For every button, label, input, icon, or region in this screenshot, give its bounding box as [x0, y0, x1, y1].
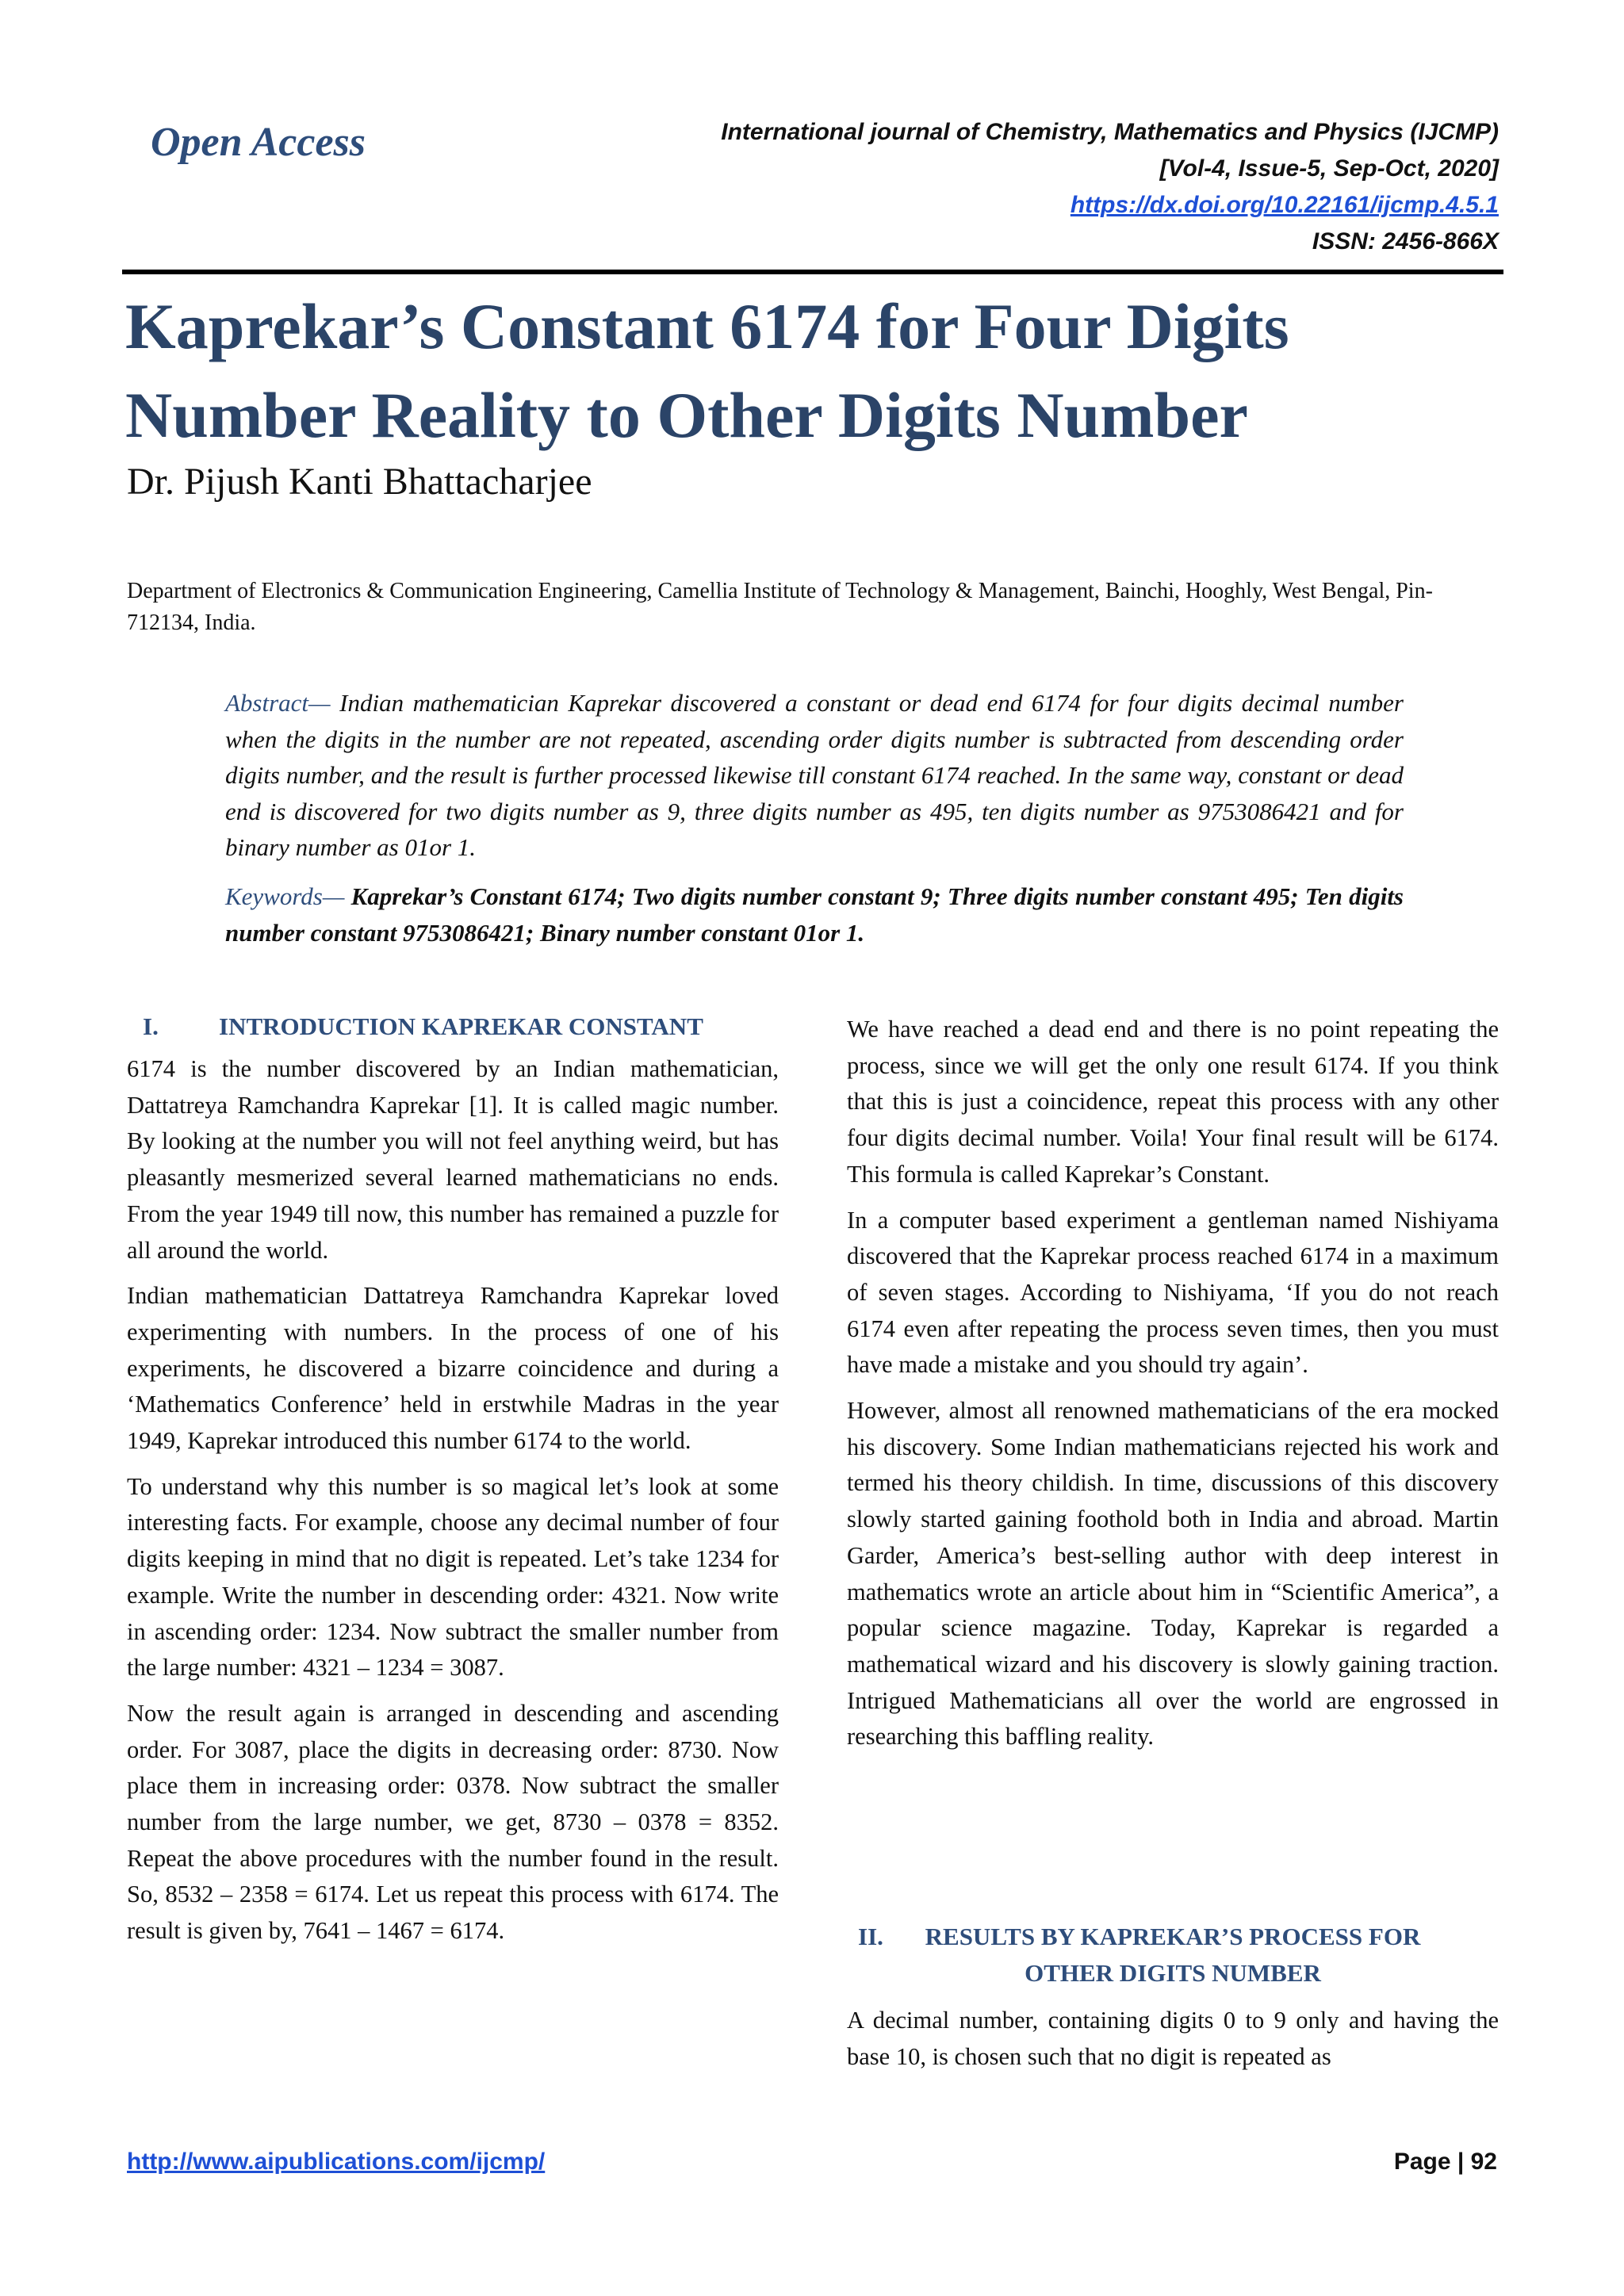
title-line-1: Kaprekar’s Constant 6174 for Four Digits: [125, 290, 1289, 362]
paragraph: We have reached a dead end and there is no point repeating the process, since we will get the only one result 6174. If you think that this is just a coincidence, repeat this process with any other four digits decimal number. Voila! Your final result will be 6174. This formula is called Kaprekar’s Constant.: [847, 1016, 1499, 1188]
section-2-heading: [847, 1919, 1499, 1992]
page-number: Page | 92: [1393, 2149, 1497, 2175]
issn: ISSN: 2456-866X: [1312, 228, 1499, 254]
abstract: [225, 685, 1404, 866]
left-column: [127, 1051, 779, 1959]
paragraph: Indian mathematician Dattatreya Ramchandra Kaprekar loved experimenting with numbers. In the process of one of his experiments, he discovered a bizarre coincidence and during a ‘Mathematics Conference’ held in erstwhile Madras in the year 1949, Kaprekar introduced this number 6174 to the world.: [127, 1282, 779, 1455]
journal-name: International journal of Chemistry, Mathematics and Physics (IJCMP): [721, 119, 1499, 145]
section-1-title: INTRODUCTION KAPREKAR CONSTANT: [219, 1012, 703, 1040]
section-1-heading: [143, 1008, 777, 1045]
section-2-title-line-1: RESULTS BY KAPREKAR’S PROCESS FOR: [925, 1923, 1421, 1950]
author-affiliation: Department of Electronics & Communication Engineering, Camellia Institute of Technology & Management, Bainchi, Hooghly, West Bengal, Pin-712134, India.: [127, 579, 1433, 635]
paragraph: Now the result again is arranged in descending and ascending order. For 3087, place the digits in decreasing order: 8730. Now place them in increasing order: 0378. Now subtract the smaller number from the large number, we get, 8730 – 0378 = 8352. Repeat the above procedures with the number found in the result. So, 8532 – 2358 = 6174. Let us repeat this process with 6174. The result is given by, 7641 – 1467 = 6174.: [127, 1699, 779, 1945]
keywords: [225, 878, 1404, 951]
header-rule: [122, 270, 1503, 274]
section-2-paragraph: [847, 2003, 1499, 2084]
open-access-label: Open Access: [151, 120, 366, 165]
abstract-label: Abstract—: [225, 689, 331, 717]
paragraph: A decimal number, containing digits 0 to 9 only and having the base 10, is chosen such that no digit is repeated as: [847, 2007, 1499, 2070]
footer-url-link[interactable]: http://www.aipublications.com/ijcmp/: [127, 2149, 546, 2175]
section-2-title-line-2: OTHER DIGITS NUMBER: [1025, 1959, 1321, 1987]
section-1-number: I.: [143, 1012, 159, 1040]
keywords-label: Keywords—: [225, 882, 345, 910]
journal-header: [468, 114, 1499, 260]
title-line-2: Number Reality to Other Digits Number: [125, 379, 1248, 451]
abstract-text: Indian mathematician Kaprekar discovered a constant or dead end 6174 for four digits decimal number when the digits in the number are not repeated, ascending order digits number is subtracted from descending order digits number, and the result is further processed likewise till constant 6174 reached. In the same way, constant or dead end is discovered for two digits number as 9, three digits number as 495, ten digits number as 9753086421 and for binary number as 01or 1.: [225, 689, 1404, 861]
keywords-text: Kaprekar’s Constant 6174; Two digits number constant 9; Three digits number constant 495; Ten digits number constant 9753086421; Binary number constant 01or 1.: [225, 882, 1404, 947]
doi-link[interactable]: https://dx.doi.org/10.22161/ijcmp.4.5.1: [1070, 192, 1499, 218]
section-2-number: II.: [858, 1923, 883, 1950]
author-name: Dr. Pijush Kanti Bhattacharjee: [127, 461, 592, 503]
paper-title: [125, 282, 1505, 460]
journal-volume: [Vol-4, Issue-5, Sep-Oct, 2020]: [1159, 155, 1499, 182]
paragraph: 6174 is the number discovered by an Indian mathematician, Dattatreya Ramchandra Kaprekar [1]. It is called magic number. By looking at the number you will not feel anything weird, but has pleasantly mesmerized several learned mathematicians no ends. From the year 1949 till now, this number has remained a puzzle for all around the world.: [127, 1055, 779, 1264]
paragraph: To understand why this number is so magical let’s look at some interesting facts. For example, choose any decimal number of four digits keeping in mind that no digit is repeated. Let’s take 1234 for example. Write the number in descending order: 4321. Now write in ascending order: 1234. Now subtract the smaller number from the large number: 4321 – 1234 = 3087.: [127, 1472, 779, 1682]
right-column: [847, 1012, 1499, 1765]
paragraph: In a computer based experiment a gentleman named Nishiyama discovered that the Kaprekar process reached 6174 in a maximum of seven stages. According to Nishiyama, ‘If you do not reach 6174 even after repeating the process seven times, then you must have made a mistake and you should try again’.: [847, 1206, 1499, 1379]
paragraph: However, almost all renowned mathematicians of the era mocked his discovery. Some Indian mathematicians rejected his work and termed his theory childish. In time, discussions of this discovery slowly started gaining foothold both in India and abroad. Martin Garder, America’s best-selling author with deep interest in mathematics wrote an article about him in “Scientific America”, a popular science magazine. Today, Kaprekar is regarded a mathematical wizard and his discovery is slowly gaining traction. Intrigued Mathematicians all over the world are engrossed in researching this baffling reality.: [847, 1397, 1499, 1751]
